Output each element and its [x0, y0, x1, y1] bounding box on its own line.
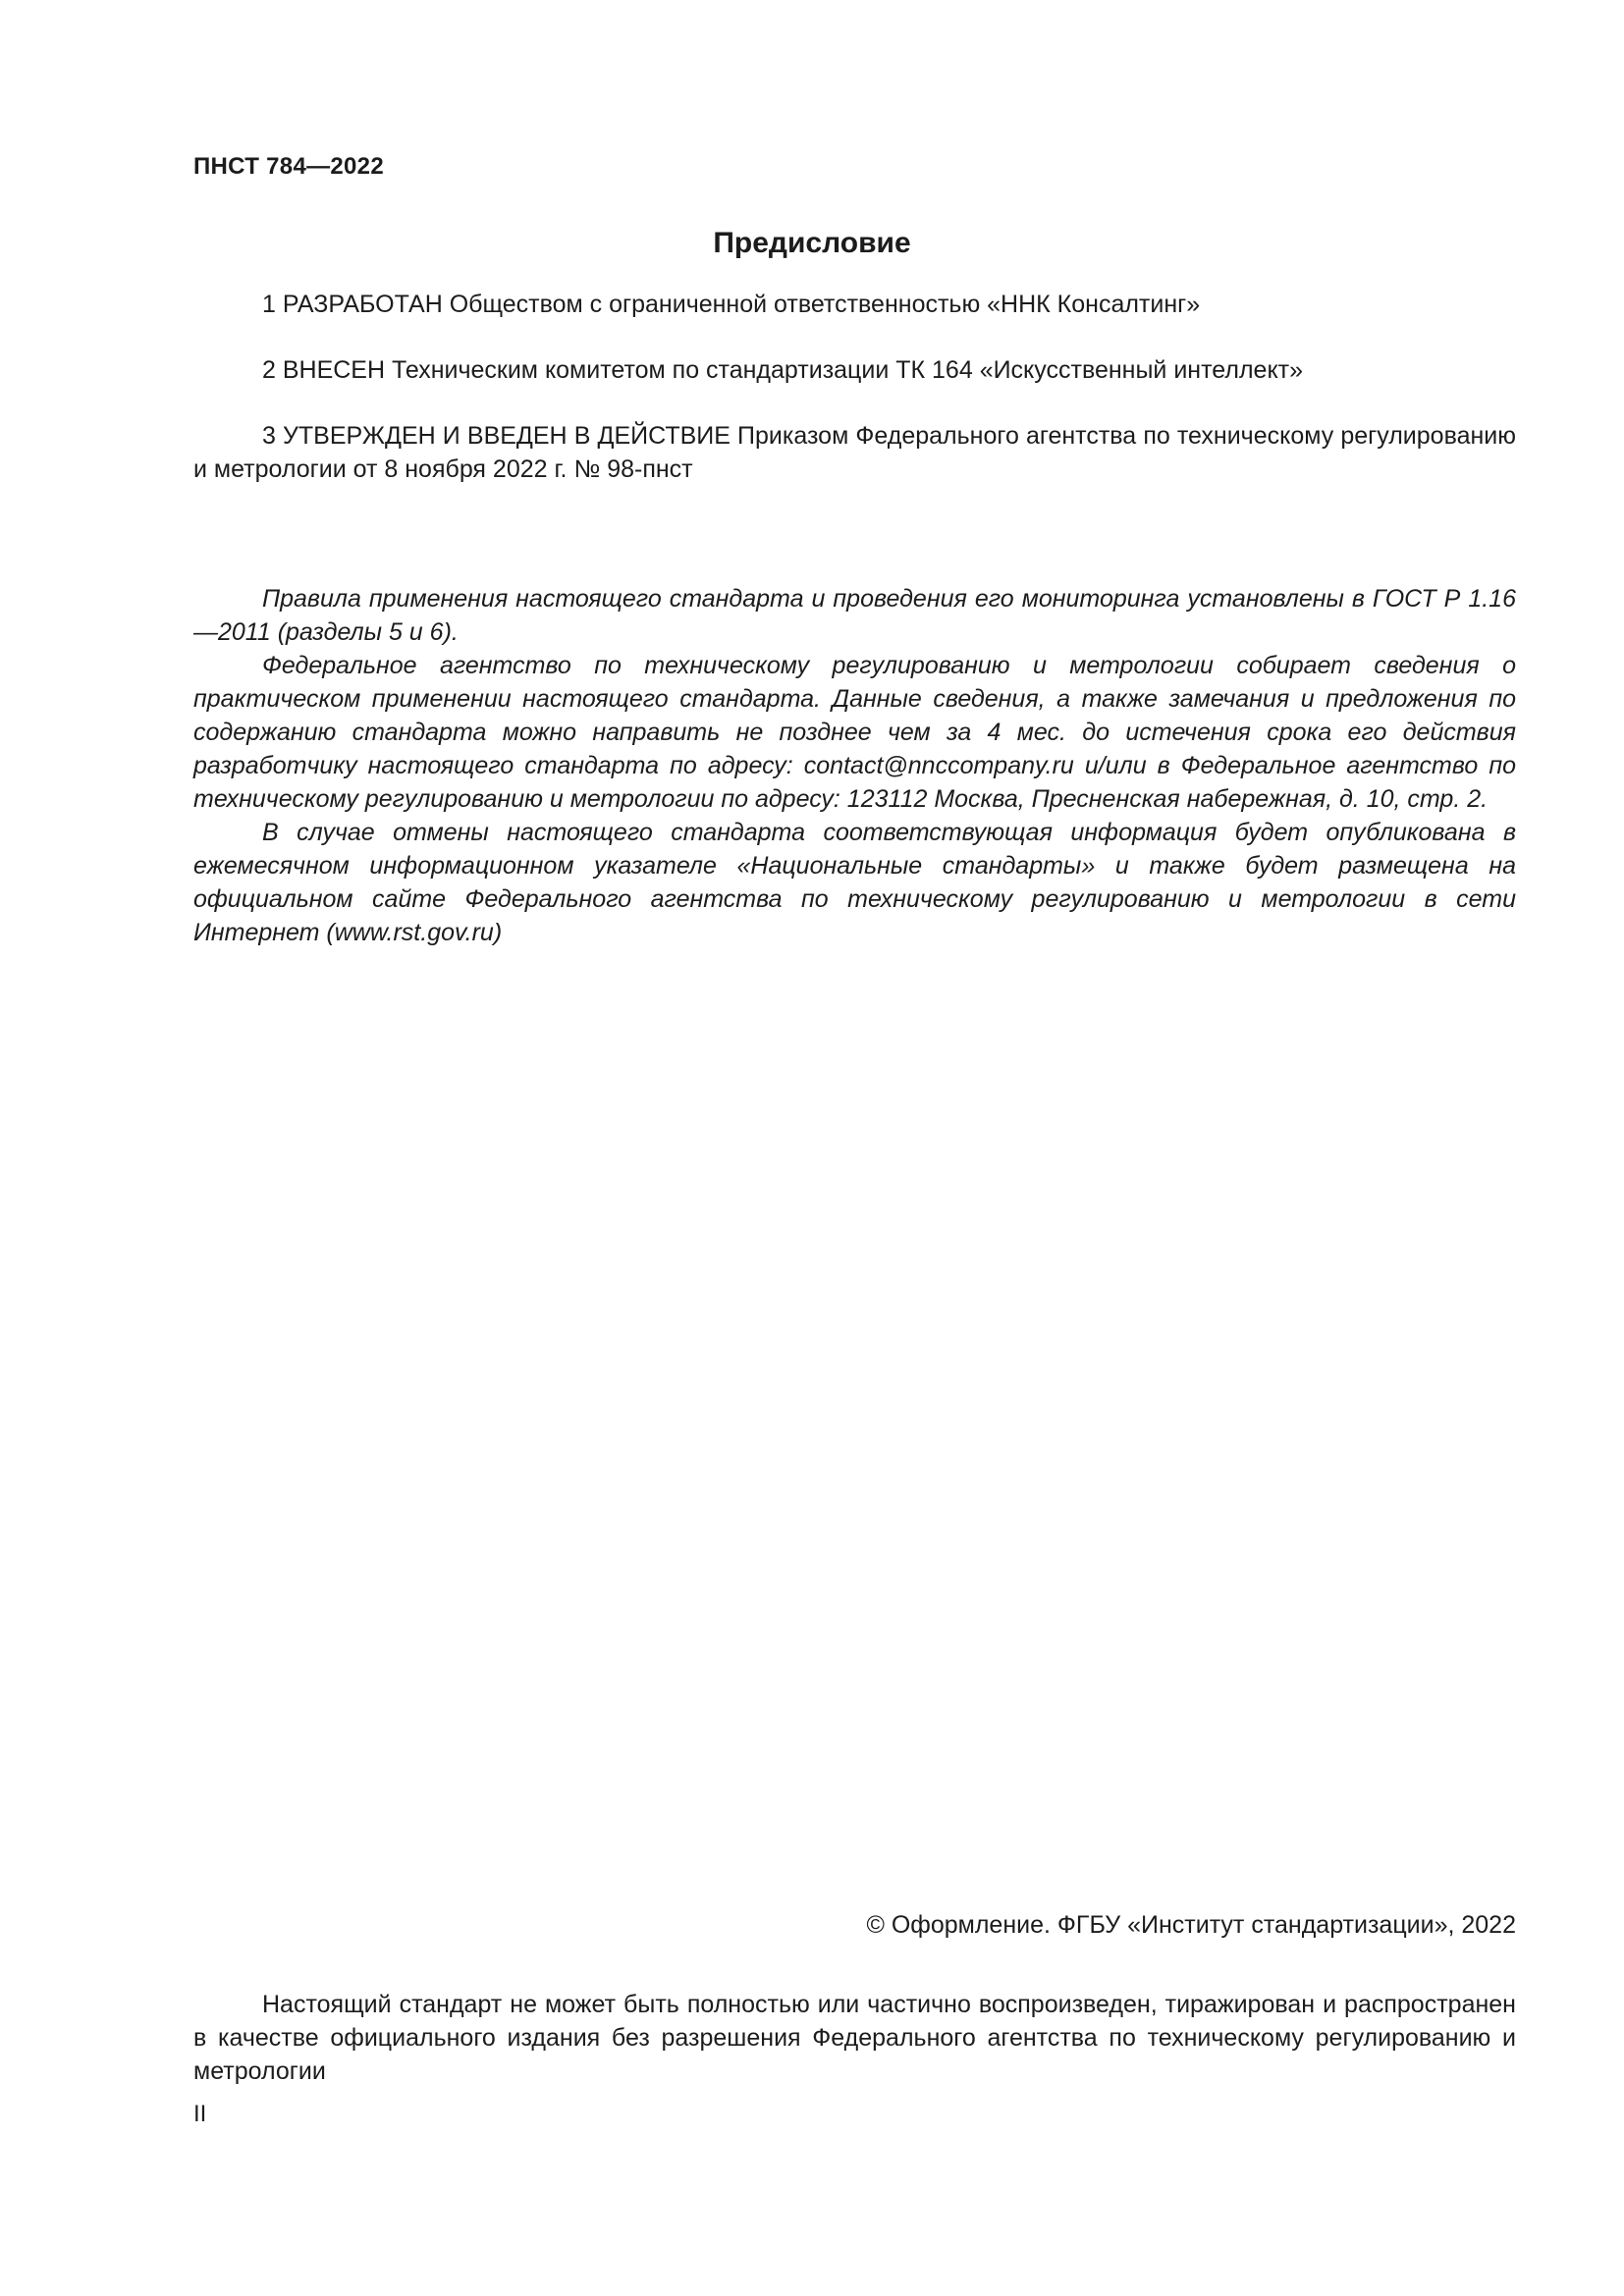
- document-designation: ПНСТ 784—2022: [193, 153, 384, 180]
- copyright-line: © Оформление. ФГБУ «Институт стандартизации», 2022: [866, 1911, 1516, 1939]
- note-agency-feedback: Федеральное агентство по техническому регулированию и метрологии собирает сведения о практическом применении настоящего стандарта. Данные сведения, а также замечания и предложения по содержанию стандарта можно направить не позднее чем за 4 мес. до истечения срока его действия разработчику настоящего стандарта по адресу: contact@nnccompany.ru и/или в Федеральное агентство по техническому регулированию и метрологии по адресу: 123112 Москва, Пресненская набережная, д. 10, стр. 2.: [193, 652, 1516, 813]
- note-cancellation: В случае отмены настоящего стандарта соответствующая информация будет опубликована в ежемесячном информационном указателе «Национальные стандарты» и также будет размещена на официальном сайте Федерального агентства по техническому регулированию и метрологии в сети Интернет (www.rst.gov.ru): [193, 819, 1516, 946]
- page-number: II: [193, 2101, 207, 2127]
- foreword-item-text: 1 РАЗРАБОТАН Обществом с ограниченной ответственностью «ННК Консалтинг»: [262, 291, 1201, 318]
- foreword-item-text: 3 УТВЕРЖДЕН И ВВЕДЕН В ДЕЙСТВИЕ Приказом Федерального агентства по техническому регулированию и метрологии от 8 ноября 2022 г. № 98-пнст: [193, 422, 1516, 483]
- note-rules: Правила применения настоящего стандарта и проведения его мониторинга установлены в ГОСТ Р 1.16—2011 (разделы 5 и 6).: [193, 585, 1516, 646]
- foreword-item-text: 2 ВНЕСЕН Техническим комитетом по стандартизации ТК 164 «Искусственный интеллект»: [262, 356, 1304, 384]
- foreword-notes: [193, 582, 1516, 949]
- foreword-item-developed: [193, 288, 1516, 321]
- foreword-item-approved: [193, 419, 1516, 486]
- foreword-item-introduced: [193, 353, 1516, 387]
- foreword-title: Предисловие: [713, 227, 911, 259]
- reproduction-notice: Настоящий стандарт не может быть полностью или частично воспроизведен, тиражирован и распространен в качестве официального издания без разрешения Федерального агентства по техническому регулированию и метрологии: [193, 1991, 1516, 2085]
